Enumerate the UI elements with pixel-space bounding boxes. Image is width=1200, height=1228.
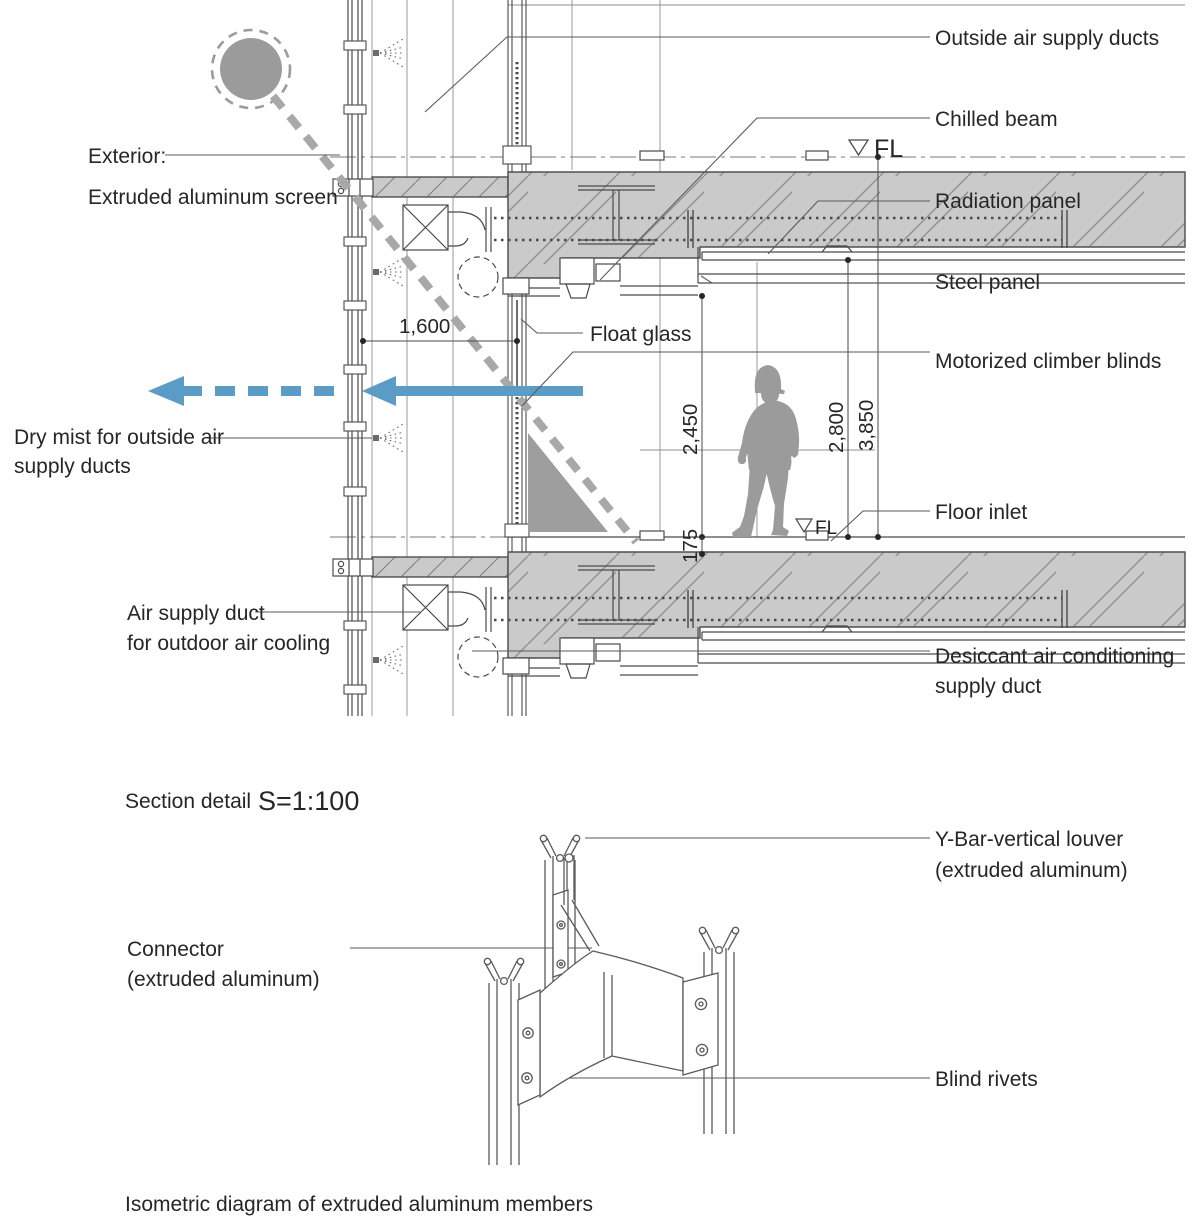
label-desiccant-line1: Desiccant air conditioning — [935, 645, 1175, 668]
dimension-175-value: 175 — [679, 528, 702, 563]
person-figure — [732, 365, 799, 537]
screen-clip-fasteners — [344, 41, 366, 694]
label-floor-inlet: Floor inlet — [935, 501, 1028, 524]
label-float-glass: Float glass — [590, 323, 692, 346]
leader-steel-panel — [701, 276, 930, 283]
dry-mist-spray-icons — [373, 39, 405, 674]
aluminum-screen — [344, 0, 366, 716]
section-caption — [125, 786, 359, 816]
airflow-arrow-solid — [362, 376, 583, 406]
label-air-supply-line2: for outdoor air cooling — [127, 632, 331, 655]
spray-icon — [373, 424, 405, 452]
section-caption-text: Section detail — [125, 790, 252, 813]
dimension-2800 — [825, 257, 851, 540]
label-radiation-panel: Radiation panel — [935, 190, 1081, 213]
level-marker-lower-label: FL — [815, 518, 838, 539]
label-y-bar-line2: (extruded aluminum) — [935, 859, 1128, 882]
label-chilled-beam: Chilled beam — [935, 108, 1058, 131]
label-y-bar-line1: Y-Bar-vertical louver — [935, 828, 1124, 851]
slab-assembly-upper — [333, 151, 1185, 298]
label-air-supply-line1: Air supply duct — [127, 602, 265, 625]
spray-icon — [373, 258, 405, 286]
section-caption-scale: S=1:100 — [258, 786, 360, 816]
label-exterior-line2: Extruded aluminum screen — [88, 186, 338, 209]
spray-icon — [373, 646, 405, 674]
dimension-175 — [679, 529, 705, 563]
dimension-3850-value: 3,850 — [855, 399, 878, 451]
label-connector-line1: Connector — [127, 938, 224, 961]
label-outside-air: Outside air supply ducts — [935, 27, 1160, 50]
level-marker-upper-label: FL — [874, 135, 904, 163]
label-blind-rivets: Blind rivets — [935, 1068, 1038, 1091]
level-marker-upper — [849, 135, 903, 163]
leader-blinds — [522, 352, 930, 406]
label-dry-mist-line1: Dry mist for outside air — [14, 426, 225, 449]
label-desiccant-line2: supply duct — [935, 675, 1042, 698]
isometric-caption: Isometric diagram of extruded aluminum members — [125, 1193, 594, 1216]
level-marker-lower — [796, 518, 837, 539]
leader-float-glass — [521, 319, 583, 333]
sun-ray-dashed — [273, 96, 636, 542]
label-steel-panel: Steel panel — [935, 271, 1041, 294]
label-dry-mist-line2: supply ducts — [14, 455, 131, 478]
connector-bracket — [518, 854, 718, 1105]
label-exterior-line1: Exterior: — [88, 145, 167, 168]
isometric-diagram — [484, 835, 738, 1165]
dimension-2450-value: 2,450 — [679, 403, 702, 455]
airflow-arrow-dashed — [148, 376, 338, 406]
dimension-2800-value: 2,800 — [825, 401, 848, 453]
dimension-1600 — [360, 315, 520, 344]
dimension-1600-value: 1,600 — [399, 315, 451, 338]
spray-icon — [373, 39, 405, 67]
sunlight-shade-patch — [528, 433, 608, 532]
label-connector-line2: (extruded aluminum) — [127, 968, 320, 991]
leader-outside-air — [425, 37, 930, 112]
label-blinds: Motorized climber blinds — [935, 350, 1162, 373]
